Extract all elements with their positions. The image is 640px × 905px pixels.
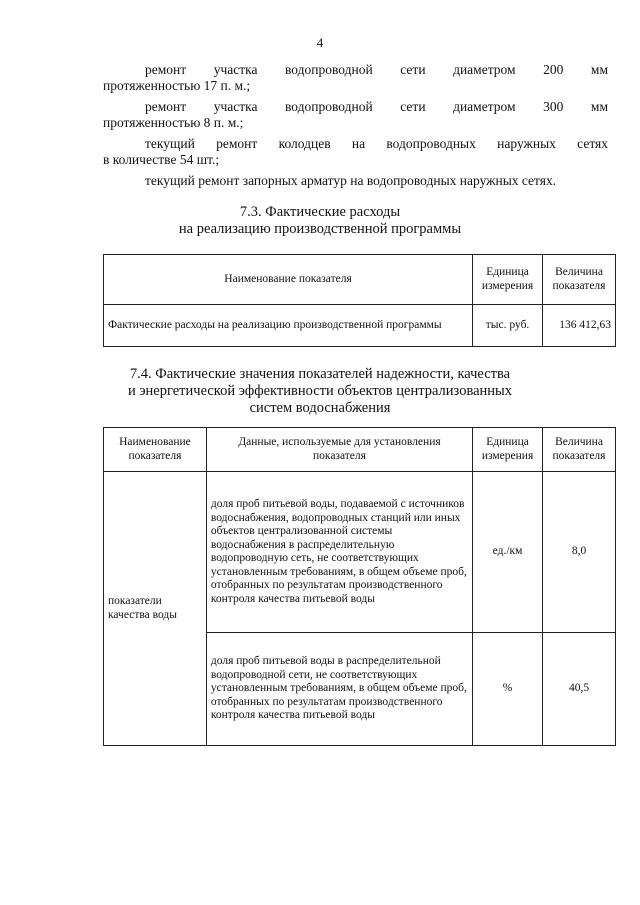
expenses-header-row [104,255,616,305]
quality-row-1-value: 8,0 [543,472,616,633]
section-7-3-title-line1: 7.3. Фактические расходы [239,204,401,220]
quality-header-name: Наименование показателя [104,428,207,472]
quality-header-value: Величина показателя [543,428,616,472]
section-7-4-title-line1: 7.4. Фактические значения показателей надежности, качества [129,366,511,382]
expenses-header-value: Величина показателя [543,255,616,305]
quality-header-unit: Единица измерения [473,428,543,472]
intro-item-2 [103,99,608,131]
intro-item-3 [103,136,608,168]
intro-item-4: текущий ремонт запорных арматур на водопроводных наружных сетях. [145,173,557,188]
section-7-3-title-line2: на реализацию производственной программы [178,221,462,237]
quality-row-1-data: доля проб питьевой воды, подаваемой с источников водоснабжения, водопроводных станций или иных объектов централизованной системы водоснабжения в распределительную водопроводную сеть, не соответствующих установленным требованиям, в общем объеме проб, отобранных по результатам производственного контроля качества питьевой воды [206,472,472,633]
intro-item-2-line2: протяженностью 8 п. м.; [103,115,244,130]
section-7-4-title-line3: систем водоснабжения [249,400,391,416]
quality-header-data: Данные, используемые для установления показателя [206,428,472,472]
section-7-4-title [0,366,640,417]
intro-item-2-line1: ремонт участка водопроводной сети диаметром 300 мм [145,99,608,114]
quality-row-2-value: 40,5 [543,633,616,746]
quality-table [103,427,616,746]
intro-item-1 [103,62,608,94]
intro-list [103,62,608,189]
quality-row-1-unit: ед./км [473,472,543,633]
quality-group-name: показатели качества воды [104,472,207,746]
quality-row-2-unit: % [473,633,543,746]
expenses-header-name: Наименование показателя [104,255,473,305]
expenses-row-name: Фактические расходы на реализацию производственной программы [104,305,473,347]
expenses-table [103,254,616,347]
intro-item-1-line2: протяженностью 17 п. м.; [103,78,251,93]
expenses-row-unit: тыс. руб. [473,305,543,347]
expenses-row [104,305,616,347]
quality-row-2-data: доля проб питьевой воды в распределительной водопроводной сети, не соответствующих установленным требованиям, в общем объеме проб, отобранных по результатам производственного контроля качества питьевой воды [206,633,472,746]
section-7-3-title [0,204,640,238]
expenses-header-unit: Единица измерения [473,255,543,305]
quality-header-row [104,428,616,472]
table-row [104,472,616,633]
intro-item-3-line2: в количестве 54 шт.; [103,152,220,167]
page-number: 4 [316,35,324,50]
section-7-4-title-line2: и энергетической эффективности объектов централизованных [127,383,513,399]
intro-item-3-line1: текущий ремонт колодцев на водопроводных наружных сетях [145,136,608,151]
expenses-row-value: 136 412,63 [543,305,616,347]
intro-item-1-line1: ремонт участка водопроводной сети диаметром 200 мм [145,62,608,77]
